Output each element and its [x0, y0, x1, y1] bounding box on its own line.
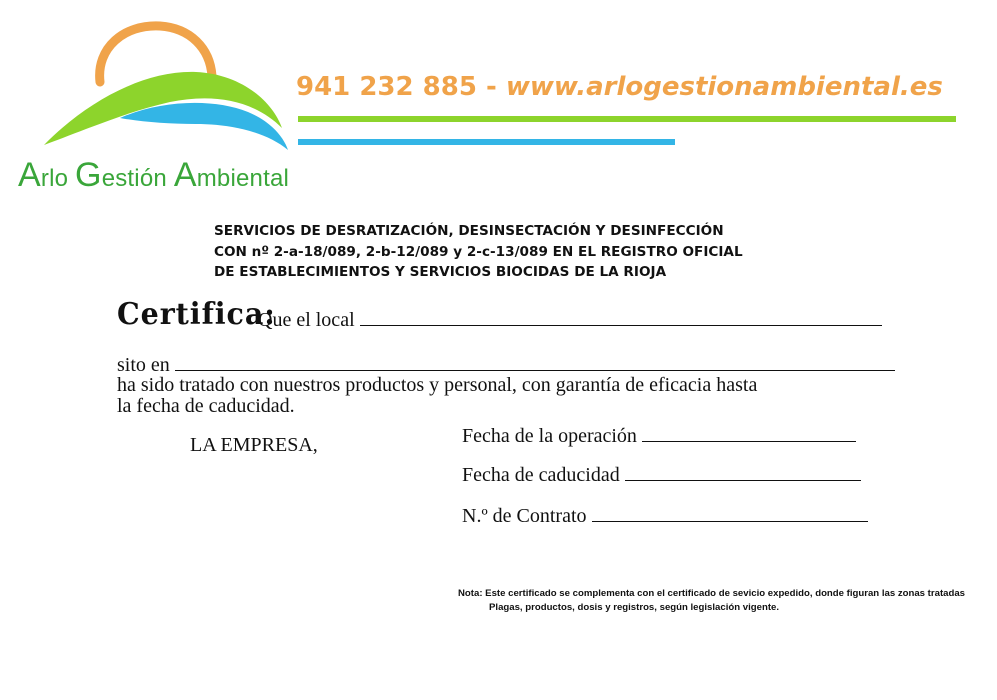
blue-rule: [298, 139, 675, 145]
website-link[interactable]: www.arlogestionambiental.es: [505, 72, 943, 102]
fecha-operacion-label: Fecha de la operación: [462, 425, 637, 447]
arlo-logo-graphic: [0, 0, 300, 170]
footnote: [458, 587, 965, 615]
certifica-heading: Certifica:: [117, 297, 276, 332]
local-field[interactable]: [360, 309, 882, 326]
fecha-caducidad-row: [462, 464, 861, 486]
fecha-operacion-row: [462, 425, 856, 447]
body-line-2: la fecha de caducidad.: [117, 395, 295, 417]
services-line-2: CON nº 2-a-18/089, 2-b-12/089 y 2-c-13/089 EN EL REGISTRO OFICIAL: [214, 243, 743, 260]
contrato-label: N.º de Contrato: [462, 505, 587, 527]
contrato-row: [462, 505, 868, 527]
sito-label: sito en: [117, 354, 170, 376]
company-logo-text: Arlo Gestión Ambiental: [18, 156, 290, 194]
fecha-caducidad-label: Fecha de caducidad: [462, 464, 620, 486]
local-row: [258, 309, 882, 331]
address-field[interactable]: [175, 354, 895, 371]
phone-number: 941 232 885: [296, 72, 477, 102]
footnote-line-2: Plagas, productos, dosis y registros, según legislación vigente.: [489, 602, 780, 613]
services-line-1: SERVICIOS DE DESRATIZACIÓN, DESINSECTACIÓN Y DESINFECCIÓN: [214, 223, 724, 239]
contact-separator: -: [476, 72, 506, 102]
local-label: Que el local: [258, 309, 355, 331]
sito-row: [117, 354, 895, 376]
contrato-field[interactable]: [592, 505, 868, 522]
services-registry-text: [214, 221, 743, 283]
contact-line: [296, 72, 943, 102]
footnote-line-1: Nota: Este certificado se complementa con el certificado de sevicio expedido, donde figuran las zonas tratadas: [458, 588, 966, 599]
fecha-operacion-field[interactable]: [642, 425, 856, 442]
fecha-caducidad-field[interactable]: [625, 464, 861, 481]
company-signature-label: LA EMPRESA,: [190, 434, 318, 456]
green-rule: [298, 116, 956, 122]
body-line-1: ha sido tratado con nuestros productos y personal, con garantía de eficacia hasta: [117, 374, 758, 396]
services-line-3: DE ESTABLECIMIENTOS Y SERVICIOS BIOCIDAS DE LA RIOJA: [214, 264, 667, 280]
